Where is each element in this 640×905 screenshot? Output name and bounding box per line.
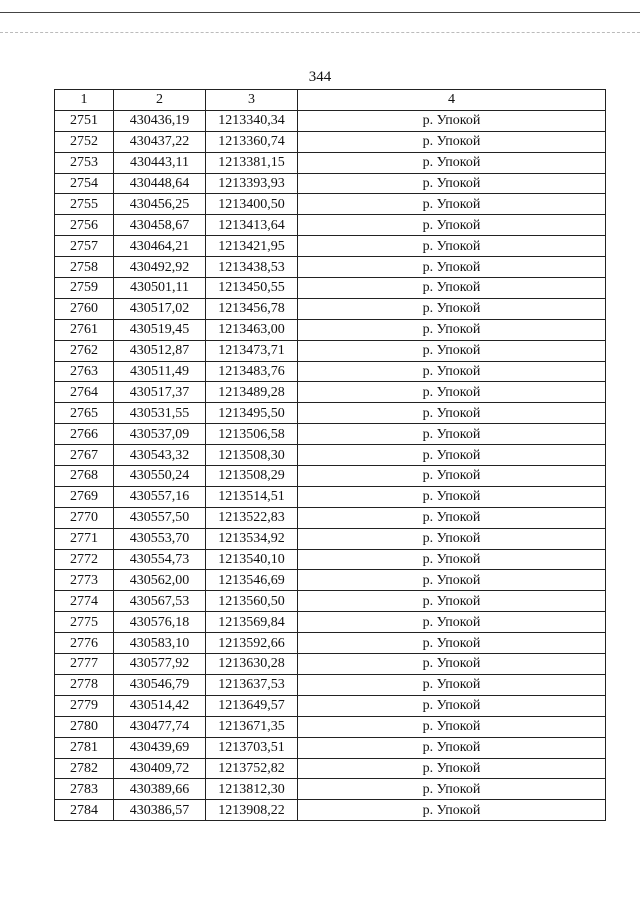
y-coordinate-cell: 1213649,57 bbox=[206, 695, 298, 716]
point-number-cell: 2774 bbox=[55, 591, 114, 612]
x-coordinate-cell: 430537,09 bbox=[114, 424, 206, 445]
table-row bbox=[55, 445, 606, 466]
point-number-cell: 2772 bbox=[55, 549, 114, 570]
y-coordinate-cell: 1213360,74 bbox=[206, 131, 298, 152]
table-row bbox=[55, 716, 606, 737]
point-number-cell: 2775 bbox=[55, 612, 114, 633]
table-body bbox=[55, 110, 606, 820]
table-row bbox=[55, 382, 606, 403]
table-row bbox=[55, 257, 606, 278]
y-coordinate-cell: 1213534,92 bbox=[206, 528, 298, 549]
y-coordinate-cell: 1213393,93 bbox=[206, 173, 298, 194]
table-row bbox=[55, 131, 606, 152]
y-coordinate-cell: 1213508,30 bbox=[206, 445, 298, 466]
y-coordinate-cell: 1213522,83 bbox=[206, 507, 298, 528]
description-cell: р. Упокой bbox=[298, 633, 606, 654]
point-number-cell: 2777 bbox=[55, 654, 114, 675]
table-row bbox=[55, 215, 606, 236]
point-number-cell: 2761 bbox=[55, 319, 114, 340]
point-number-cell: 2756 bbox=[55, 215, 114, 236]
point-number-cell: 2765 bbox=[55, 403, 114, 424]
column-header-4: 4 bbox=[298, 90, 606, 111]
description-cell: р. Упокой bbox=[298, 257, 606, 278]
x-coordinate-cell: 430456,25 bbox=[114, 194, 206, 215]
description-cell: р. Упокой bbox=[298, 528, 606, 549]
table-row bbox=[55, 549, 606, 570]
description-cell: р. Упокой bbox=[298, 445, 606, 466]
y-coordinate-cell: 1213592,66 bbox=[206, 633, 298, 654]
x-coordinate-cell: 430546,79 bbox=[114, 674, 206, 695]
description-cell: р. Упокой bbox=[298, 591, 606, 612]
description-cell: р. Упокой bbox=[298, 194, 606, 215]
point-number-cell: 2769 bbox=[55, 486, 114, 507]
x-coordinate-cell: 430464,21 bbox=[114, 236, 206, 257]
table-row bbox=[55, 173, 606, 194]
point-number-cell: 2773 bbox=[55, 570, 114, 591]
y-coordinate-cell: 1213463,00 bbox=[206, 319, 298, 340]
x-coordinate-cell: 430458,67 bbox=[114, 215, 206, 236]
table-row bbox=[55, 591, 606, 612]
y-coordinate-cell: 1213637,53 bbox=[206, 674, 298, 695]
y-coordinate-cell: 1213438,53 bbox=[206, 257, 298, 278]
point-number-cell: 2768 bbox=[55, 466, 114, 487]
table-row bbox=[55, 110, 606, 131]
x-coordinate-cell: 430517,02 bbox=[114, 298, 206, 319]
point-number-cell: 2757 bbox=[55, 236, 114, 257]
point-number-cell: 2770 bbox=[55, 507, 114, 528]
y-coordinate-cell: 1213752,82 bbox=[206, 758, 298, 779]
y-coordinate-cell: 1213506,58 bbox=[206, 424, 298, 445]
x-coordinate-cell: 430436,19 bbox=[114, 110, 206, 131]
y-coordinate-cell: 1213381,15 bbox=[206, 152, 298, 173]
table-row bbox=[55, 507, 606, 528]
x-coordinate-cell: 430492,92 bbox=[114, 257, 206, 278]
description-cell: р. Упокой bbox=[298, 612, 606, 633]
point-number-cell: 2781 bbox=[55, 737, 114, 758]
y-coordinate-cell: 1213508,29 bbox=[206, 466, 298, 487]
column-header-3: 3 bbox=[206, 90, 298, 111]
description-cell: р. Упокой bbox=[298, 800, 606, 821]
y-coordinate-cell: 1213473,71 bbox=[206, 340, 298, 361]
scan-top-edge bbox=[0, 12, 640, 13]
point-number-cell: 2752 bbox=[55, 131, 114, 152]
point-number-cell: 2751 bbox=[55, 110, 114, 131]
y-coordinate-cell: 1213630,28 bbox=[206, 654, 298, 675]
table-row bbox=[55, 236, 606, 257]
point-number-cell: 2779 bbox=[55, 695, 114, 716]
point-number-cell: 2763 bbox=[55, 361, 114, 382]
description-cell: р. Упокой bbox=[298, 466, 606, 487]
x-coordinate-cell: 430557,50 bbox=[114, 507, 206, 528]
table-row bbox=[55, 298, 606, 319]
y-coordinate-cell: 1213489,28 bbox=[206, 382, 298, 403]
description-cell: р. Упокой bbox=[298, 758, 606, 779]
table-row bbox=[55, 424, 606, 445]
description-cell: р. Упокой bbox=[298, 486, 606, 507]
description-cell: р. Упокой bbox=[298, 570, 606, 591]
description-cell: р. Упокой bbox=[298, 340, 606, 361]
description-cell: р. Упокой bbox=[298, 403, 606, 424]
description-cell: р. Упокой bbox=[298, 654, 606, 675]
table-row bbox=[55, 466, 606, 487]
table-row bbox=[55, 758, 606, 779]
table-row bbox=[55, 194, 606, 215]
description-cell: р. Упокой bbox=[298, 382, 606, 403]
point-number-cell: 2766 bbox=[55, 424, 114, 445]
x-coordinate-cell: 430553,70 bbox=[114, 528, 206, 549]
y-coordinate-cell: 1213908,22 bbox=[206, 800, 298, 821]
scan-artifact-line bbox=[0, 32, 640, 33]
y-coordinate-cell: 1213546,69 bbox=[206, 570, 298, 591]
table-row bbox=[55, 695, 606, 716]
point-number-cell: 2778 bbox=[55, 674, 114, 695]
description-cell: р. Упокой bbox=[298, 716, 606, 737]
y-coordinate-cell: 1213703,51 bbox=[206, 737, 298, 758]
x-coordinate-cell: 430409,72 bbox=[114, 758, 206, 779]
column-header-1: 1 bbox=[55, 90, 114, 111]
point-number-cell: 2767 bbox=[55, 445, 114, 466]
x-coordinate-cell: 430562,00 bbox=[114, 570, 206, 591]
x-coordinate-cell: 430511,49 bbox=[114, 361, 206, 382]
table-row bbox=[55, 800, 606, 821]
table-row bbox=[55, 361, 606, 382]
y-coordinate-cell: 1213421,95 bbox=[206, 236, 298, 257]
description-cell: р. Упокой bbox=[298, 424, 606, 445]
point-number-cell: 2784 bbox=[55, 800, 114, 821]
point-number-cell: 2754 bbox=[55, 173, 114, 194]
table-row bbox=[55, 779, 606, 800]
x-coordinate-cell: 430443,11 bbox=[114, 152, 206, 173]
table-row bbox=[55, 633, 606, 654]
table-row bbox=[55, 737, 606, 758]
x-coordinate-cell: 430448,64 bbox=[114, 173, 206, 194]
x-coordinate-cell: 430576,18 bbox=[114, 612, 206, 633]
page-number: 344 bbox=[308, 69, 332, 85]
point-number-cell: 2782 bbox=[55, 758, 114, 779]
table-row bbox=[55, 152, 606, 173]
y-coordinate-cell: 1213540,10 bbox=[206, 549, 298, 570]
description-cell: р. Упокой bbox=[298, 298, 606, 319]
description-cell: р. Упокой bbox=[298, 779, 606, 800]
y-coordinate-cell: 1213569,84 bbox=[206, 612, 298, 633]
y-coordinate-cell: 1213514,51 bbox=[206, 486, 298, 507]
table-row bbox=[55, 278, 606, 299]
description-cell: р. Упокой bbox=[298, 549, 606, 570]
table-row bbox=[55, 319, 606, 340]
x-coordinate-cell: 430519,45 bbox=[114, 319, 206, 340]
point-number-cell: 2755 bbox=[55, 194, 114, 215]
table-row bbox=[55, 612, 606, 633]
point-number-cell: 2759 bbox=[55, 278, 114, 299]
x-coordinate-cell: 430557,16 bbox=[114, 486, 206, 507]
table-row bbox=[55, 486, 606, 507]
point-number-cell: 2780 bbox=[55, 716, 114, 737]
point-number-cell: 2760 bbox=[55, 298, 114, 319]
point-number-cell: 2771 bbox=[55, 528, 114, 549]
point-number-cell: 2783 bbox=[55, 779, 114, 800]
description-cell: р. Упокой bbox=[298, 131, 606, 152]
y-coordinate-cell: 1213812,30 bbox=[206, 779, 298, 800]
description-cell: р. Упокой bbox=[298, 319, 606, 340]
description-cell: р. Упокой bbox=[298, 278, 606, 299]
x-coordinate-cell: 430531,55 bbox=[114, 403, 206, 424]
description-cell: р. Упокой bbox=[298, 236, 606, 257]
point-number-cell: 2753 bbox=[55, 152, 114, 173]
table-header-row bbox=[55, 90, 606, 111]
y-coordinate-cell: 1213483,76 bbox=[206, 361, 298, 382]
y-coordinate-cell: 1213340,34 bbox=[206, 110, 298, 131]
description-cell: р. Упокой bbox=[298, 507, 606, 528]
x-coordinate-cell: 430583,10 bbox=[114, 633, 206, 654]
x-coordinate-cell: 430577,92 bbox=[114, 654, 206, 675]
description-cell: р. Упокой bbox=[298, 737, 606, 758]
x-coordinate-cell: 430554,73 bbox=[114, 549, 206, 570]
table-row bbox=[55, 570, 606, 591]
x-coordinate-cell: 430514,42 bbox=[114, 695, 206, 716]
point-number-cell: 2758 bbox=[55, 257, 114, 278]
description-cell: р. Упокой bbox=[298, 110, 606, 131]
point-number-cell: 2762 bbox=[55, 340, 114, 361]
column-header-2: 2 bbox=[114, 90, 206, 111]
description-cell: р. Упокой bbox=[298, 361, 606, 382]
x-coordinate-cell: 430477,74 bbox=[114, 716, 206, 737]
table-row bbox=[55, 654, 606, 675]
y-coordinate-cell: 1213456,78 bbox=[206, 298, 298, 319]
y-coordinate-cell: 1213495,50 bbox=[206, 403, 298, 424]
coordinates-table bbox=[54, 89, 606, 821]
table-row bbox=[55, 340, 606, 361]
x-coordinate-cell: 430543,32 bbox=[114, 445, 206, 466]
point-number-cell: 2776 bbox=[55, 633, 114, 654]
description-cell: р. Упокой bbox=[298, 695, 606, 716]
x-coordinate-cell: 430389,66 bbox=[114, 779, 206, 800]
y-coordinate-cell: 1213413,64 bbox=[206, 215, 298, 236]
description-cell: р. Упокой bbox=[298, 674, 606, 695]
x-coordinate-cell: 430517,37 bbox=[114, 382, 206, 403]
table-row bbox=[55, 403, 606, 424]
x-coordinate-cell: 430512,87 bbox=[114, 340, 206, 361]
x-coordinate-cell: 430439,69 bbox=[114, 737, 206, 758]
x-coordinate-cell: 430501,11 bbox=[114, 278, 206, 299]
y-coordinate-cell: 1213400,50 bbox=[206, 194, 298, 215]
y-coordinate-cell: 1213671,35 bbox=[206, 716, 298, 737]
x-coordinate-cell: 430437,22 bbox=[114, 131, 206, 152]
y-coordinate-cell: 1213560,50 bbox=[206, 591, 298, 612]
point-number-cell: 2764 bbox=[55, 382, 114, 403]
description-cell: р. Упокой bbox=[298, 215, 606, 236]
description-cell: р. Упокой bbox=[298, 173, 606, 194]
table-row bbox=[55, 674, 606, 695]
description-cell: р. Упокой bbox=[298, 152, 606, 173]
x-coordinate-cell: 430386,57 bbox=[114, 800, 206, 821]
table-row bbox=[55, 528, 606, 549]
x-coordinate-cell: 430567,53 bbox=[114, 591, 206, 612]
x-coordinate-cell: 430550,24 bbox=[114, 466, 206, 487]
y-coordinate-cell: 1213450,55 bbox=[206, 278, 298, 299]
